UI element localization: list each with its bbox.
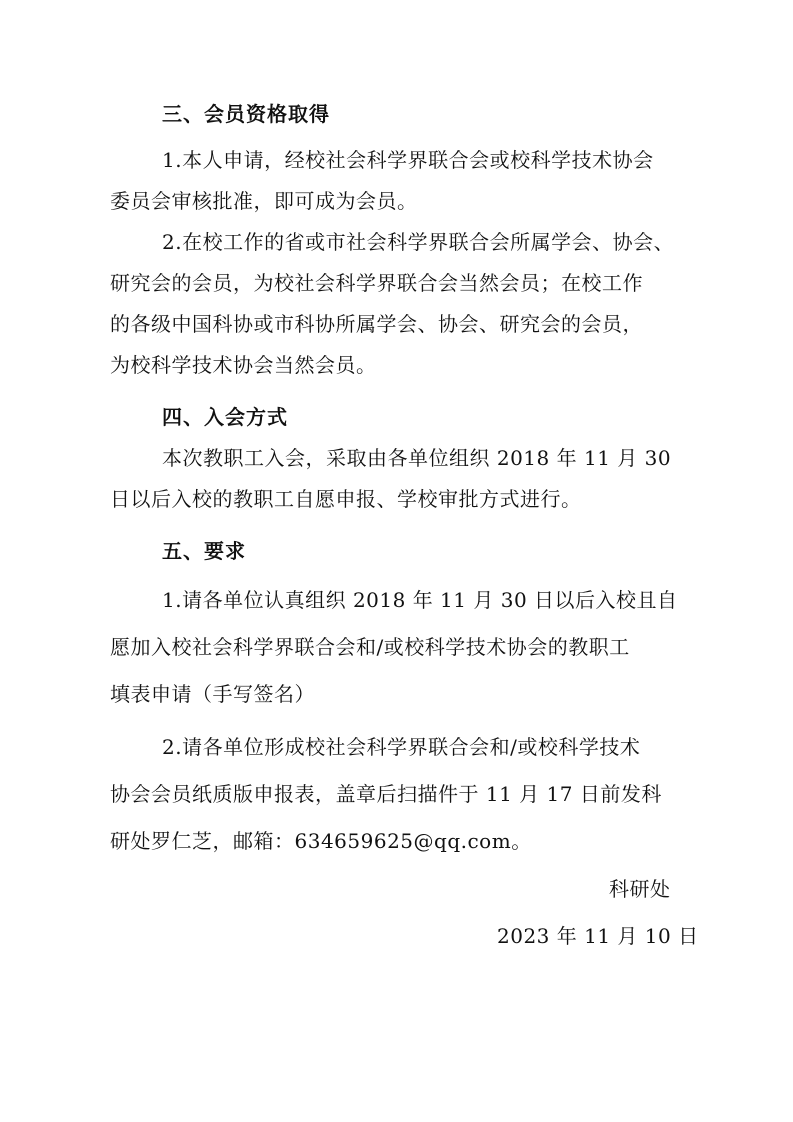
paragraph-line: 的各级中国科协或市科协所属学会、协会、研究会的会员，: [110, 312, 643, 336]
paragraph-line: 为校科学技术协会当然会员。: [110, 353, 377, 377]
paragraph-line: 2.在校工作的省或市社会科学界联合会所属学会、协会、: [162, 230, 675, 254]
paragraph-line: 本次教职工入会，采取由各单位组织 2018 年 11 月 30: [162, 446, 672, 470]
paragraph-line: 2.请各单位形成校社会科学界联合会和/或校科学技术: [162, 735, 641, 759]
issue-date: 2023 年 11 月 10 日: [497, 924, 699, 948]
paragraph-line: 协会会员纸质版申报表，盖章后扫描件于 11 月 17 日前发科: [110, 782, 662, 806]
issuing-office: 科研处: [609, 877, 671, 901]
paragraph-line: 愿加入校社会科学界联合会和/或校科学技术协会的教职工: [110, 635, 630, 659]
paragraph-line: 填表申请（手写签名）: [110, 682, 315, 706]
paragraph-line: 日以后入校的教职工自愿申报、学校审批方式进行。: [110, 487, 582, 511]
paragraph-line: 1.请各单位认真组织 2018 年 11 月 30 日以后入校且自: [162, 588, 678, 612]
section-heading-membership-qualification: 三、会员资格取得: [162, 102, 330, 126]
paragraph-line: 研处罗仁芝，邮箱：634659625@qq.com。: [110, 829, 532, 853]
section-heading-joining-method: 四、入会方式: [162, 405, 288, 429]
paragraph-line: 委员会审核批准，即可成为会员。: [110, 189, 418, 213]
paragraph-line: 1.本人申请，经校社会科学界联合会或校科学技术协会: [162, 148, 654, 172]
section-heading-requirements: 五、要求: [162, 539, 246, 563]
paragraph-line: 研究会的会员，为校社会科学界联合会当然会员；在校工作: [110, 271, 643, 295]
